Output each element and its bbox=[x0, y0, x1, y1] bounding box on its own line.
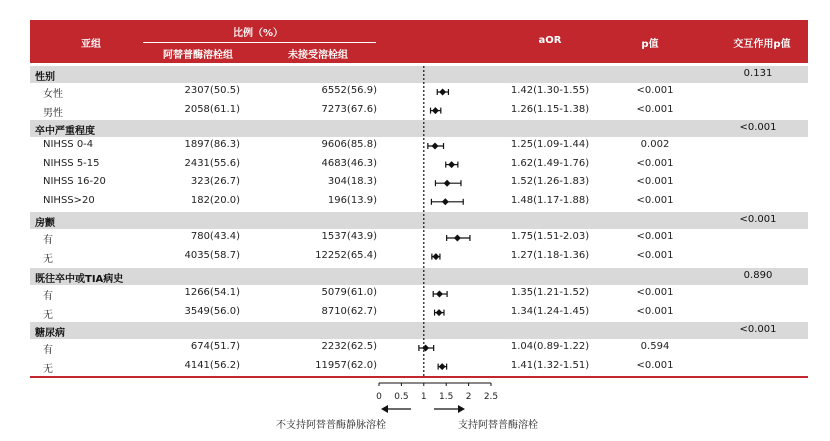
subgroup-name: 无 bbox=[43, 309, 53, 321]
subgroup-name: 无 bbox=[43, 253, 53, 265]
x-tick-label: 0.5 bbox=[394, 392, 409, 402]
or-point bbox=[442, 198, 449, 205]
p-value: <0.001 bbox=[636, 194, 674, 206]
alteplase-count: 780(43.4) bbox=[190, 231, 240, 242]
no-thrombolysis-count: 4683(46.3) bbox=[321, 157, 377, 169]
alteplase-count: 2058(61.1) bbox=[184, 103, 240, 115]
no-thrombolysis-count: 11957(62.0) bbox=[315, 359, 377, 371]
or-point bbox=[432, 107, 439, 114]
subgroup-name: NIHSS 5-15 bbox=[43, 157, 100, 169]
group-interaction-p: 0.131 bbox=[743, 68, 773, 79]
aor-value: 1.34(1.24-1.45) bbox=[510, 305, 590, 317]
left-arrow-head bbox=[381, 405, 388, 413]
group-label: 既往卒中或TIA病史 bbox=[35, 274, 124, 285]
alteplase-count: 182(20.0) bbox=[190, 194, 240, 206]
alteplase-count: 323(26.7) bbox=[190, 176, 240, 188]
aor-value: 1.42(1.30-1.55) bbox=[510, 85, 590, 96]
p-value: <0.001 bbox=[636, 249, 674, 261]
subgroup-name: NIHSS 16-20 bbox=[43, 176, 106, 188]
or-point bbox=[436, 291, 443, 298]
subgroup-name: NIHSS>20 bbox=[43, 194, 95, 206]
no-thrombolysis-count: 12252(65.4) bbox=[315, 249, 377, 261]
no-thrombolysis-count: 2232(62.5) bbox=[321, 341, 377, 352]
subgroup-name: 无 bbox=[43, 363, 53, 375]
group-interaction-p: 0.890 bbox=[743, 270, 773, 281]
p-value: <0.001 bbox=[636, 287, 674, 298]
or-point bbox=[454, 235, 461, 242]
p-value: 0.594 bbox=[640, 341, 670, 352]
alteplase-count: 1266(54.1) bbox=[184, 287, 240, 298]
p-value: <0.001 bbox=[636, 157, 674, 169]
right-arrow-head bbox=[458, 405, 465, 413]
alteplase-count: 4035(58.7) bbox=[184, 249, 240, 261]
x-tick-label: 2.5 bbox=[483, 392, 499, 402]
x-tick-label: 1.5 bbox=[439, 392, 454, 402]
header-col-a: 阿替普酶溶栓组 bbox=[163, 50, 233, 61]
p-value: <0.001 bbox=[636, 305, 674, 317]
no-thrombolysis-count: 8710(62.7) bbox=[321, 305, 377, 317]
alteplase-count: 674(51.7) bbox=[190, 341, 240, 352]
group-label: 卒中严重程度 bbox=[35, 126, 95, 137]
no-thrombolysis-count: 5079(61.0) bbox=[321, 287, 377, 298]
aor-value: 1.48(1.17-1.88) bbox=[510, 194, 590, 206]
or-point bbox=[439, 89, 446, 96]
x-tick-label: 1 bbox=[420, 392, 427, 402]
group-interaction-p: <0.001 bbox=[739, 214, 777, 225]
group-interaction-p: <0.001 bbox=[739, 324, 777, 335]
or-point bbox=[436, 309, 443, 316]
right-direction-label: 支持阿替普酶溶栓 bbox=[458, 420, 538, 431]
aor-value: 1.26(1.15-1.38) bbox=[510, 103, 590, 115]
header-aor: aOR bbox=[538, 35, 562, 46]
no-thrombolysis-count: 1537(43.9) bbox=[321, 231, 377, 242]
subgroup-name: 有 bbox=[43, 235, 53, 246]
or-point bbox=[448, 161, 455, 168]
group-label: 性别 bbox=[35, 72, 55, 83]
table-bottom-rule bbox=[30, 376, 808, 378]
alteplase-count: 2431(55.6) bbox=[184, 157, 240, 169]
p-value: <0.001 bbox=[636, 176, 674, 188]
or-point bbox=[439, 363, 446, 370]
p-value: <0.001 bbox=[636, 85, 674, 96]
header-interaction: 交互作用p值 bbox=[733, 39, 791, 50]
left-direction-label: 不支持阿替普酶静脉溶栓 bbox=[276, 420, 386, 431]
subgroup-name: NIHSS 0-4 bbox=[43, 139, 94, 150]
group-label: 糖尿病 bbox=[35, 328, 65, 339]
aor-value: 1.75(1.51-2.03) bbox=[510, 231, 590, 242]
aor-value: 1.62(1.49-1.76) bbox=[510, 157, 590, 169]
alteplase-count: 4141(56.2) bbox=[184, 359, 240, 371]
or-point bbox=[432, 143, 439, 150]
no-thrombolysis-count: 9606(85.8) bbox=[321, 139, 377, 150]
header-p: p值 bbox=[641, 39, 659, 50]
group-label: 房颤 bbox=[35, 218, 55, 229]
subgroup-name: 男性 bbox=[43, 107, 63, 119]
alteplase-count: 3549(56.0) bbox=[184, 305, 240, 317]
p-value: <0.001 bbox=[636, 231, 674, 242]
no-thrombolysis-count: 6552(56.9) bbox=[321, 85, 377, 96]
aor-value: 1.41(1.32-1.51) bbox=[510, 359, 590, 371]
alteplase-count: 1897(86.3) bbox=[184, 139, 240, 150]
subgroup-name: 有 bbox=[43, 345, 53, 356]
no-thrombolysis-count: 7273(67.6) bbox=[321, 103, 377, 115]
no-thrombolysis-count: 304(18.3) bbox=[327, 176, 377, 188]
aor-value: 1.04(0.89-1.22) bbox=[510, 341, 590, 352]
group-interaction-p: <0.001 bbox=[739, 122, 777, 133]
or-point bbox=[432, 253, 439, 260]
header-proportion: 比例（%） bbox=[232, 28, 284, 39]
x-tick-label: 0 bbox=[376, 392, 382, 402]
aor-value: 1.52(1.26-1.83) bbox=[510, 176, 590, 188]
or-point bbox=[422, 345, 429, 352]
p-value: <0.001 bbox=[636, 103, 674, 115]
header-subgroup: 亚组 bbox=[81, 39, 101, 50]
alteplase-count: 2307(50.5) bbox=[184, 85, 240, 96]
p-value: <0.001 bbox=[636, 359, 674, 371]
subgroup-name: 有 bbox=[43, 291, 53, 302]
aor-value: 1.27(1.18-1.36) bbox=[510, 249, 590, 261]
aor-value: 1.25(1.09-1.44) bbox=[510, 139, 590, 150]
p-value: 0.002 bbox=[640, 139, 670, 150]
subgroup-name: 女性 bbox=[43, 89, 63, 100]
no-thrombolysis-count: 196(13.9) bbox=[327, 194, 377, 206]
header-col-b: 未接受溶栓组 bbox=[288, 50, 348, 61]
or-point bbox=[444, 180, 451, 187]
x-tick-label: 2 bbox=[465, 392, 472, 402]
aor-value: 1.35(1.21-1.52) bbox=[510, 287, 590, 298]
